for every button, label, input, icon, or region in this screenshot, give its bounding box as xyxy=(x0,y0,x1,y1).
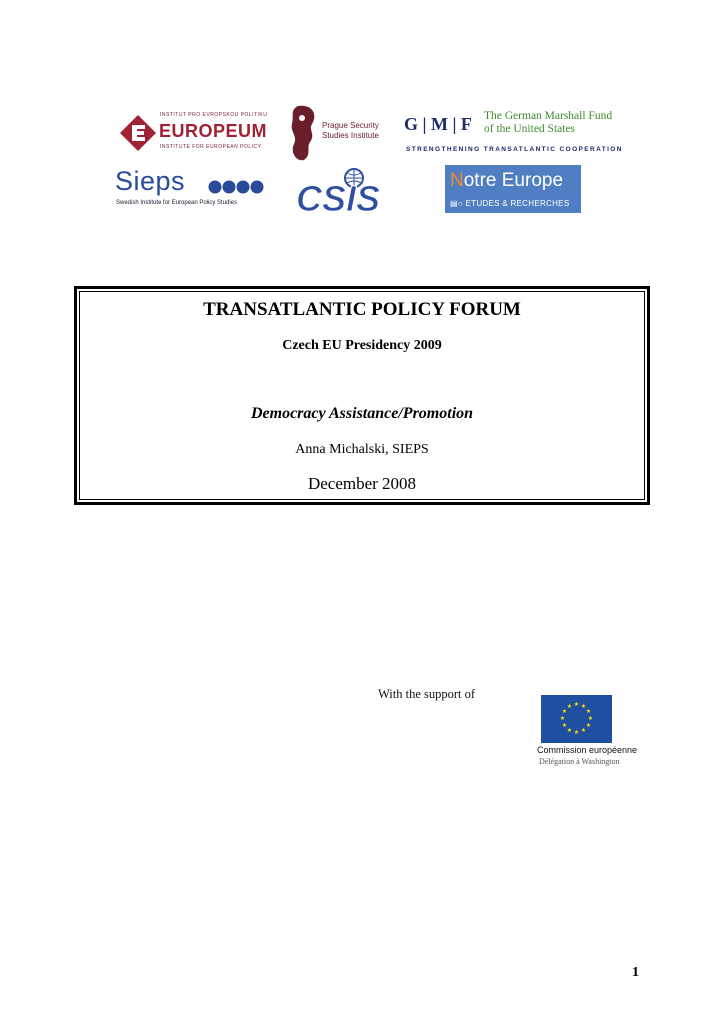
svg-text:★: ★ xyxy=(585,708,592,715)
svg-text:★: ★ xyxy=(566,727,573,734)
csis-name: CSIS xyxy=(295,178,381,215)
notre-europe-logo xyxy=(445,165,581,213)
svg-text:★: ★ xyxy=(573,729,580,736)
prague-emblem-icon xyxy=(288,104,320,162)
page-number: 1 xyxy=(632,965,639,980)
gmf-letters: G | M | F xyxy=(404,114,472,134)
svg-text:★: ★ xyxy=(587,715,594,722)
svg-text:★: ★ xyxy=(559,715,566,722)
svg-text:★: ★ xyxy=(573,701,580,708)
svg-text:★: ★ xyxy=(566,703,573,710)
commission-label: Commission européenne xyxy=(537,745,638,755)
svg-text:★: ★ xyxy=(561,722,568,729)
csis-globe-icon xyxy=(294,165,384,215)
support-label: With the support of xyxy=(378,687,476,701)
europeum-bottom-text: INSTITUTE FOR EUROPEAN POLICY xyxy=(160,144,262,150)
prague-line2: Studies Institute xyxy=(322,131,379,140)
europeum-name: EUROPEUM xyxy=(159,121,268,141)
publication-date: December 2008 xyxy=(307,474,417,493)
gmf-logo xyxy=(404,110,623,158)
author-line: Anna Michalski, SIEPS xyxy=(295,442,429,457)
presidency-subtitle: Czech EU Presidency 2009 xyxy=(282,338,442,353)
paper-title: Democracy Assistance/Promotion xyxy=(250,405,474,422)
svg-text:★: ★ xyxy=(585,722,592,729)
notre-europe-subtitle: ETUDES & RECHERCHES xyxy=(465,199,570,208)
svg-text:★: ★ xyxy=(561,708,568,715)
prague-security-logo xyxy=(288,104,398,162)
europeum-emblem-icon xyxy=(118,113,158,153)
europeum-logo xyxy=(118,111,268,153)
sieps-logo xyxy=(115,166,265,212)
gmf-name-line2: of the United States xyxy=(484,123,576,135)
sieps-name: Sieps xyxy=(115,166,186,196)
eu-flag-icon xyxy=(541,695,612,743)
sieps-dots-icon xyxy=(208,179,264,195)
sieps-subtitle: Swedish Institute for European Policy Studies xyxy=(116,200,238,206)
title-box xyxy=(74,286,650,505)
notre-europe-initial: N xyxy=(450,170,464,191)
prague-line1: Prague Security xyxy=(322,121,379,130)
csis-logo xyxy=(294,165,384,215)
europeum-top-text: INSTITUT PRO EVROPSKOU POLITIKU xyxy=(160,112,268,118)
gmf-name-line1: The German Marshall Fund xyxy=(484,110,613,122)
notre-europe-list-icon: ▤○ xyxy=(450,199,466,208)
gmf-tagline: STRENGTHENING TRANSATLANTIC COOPERATION xyxy=(406,146,623,153)
forum-title: TRANSATLANTIC POLICY FORUM xyxy=(203,299,521,320)
notre-europe-name: otre Europe xyxy=(463,170,564,191)
svg-text:★: ★ xyxy=(580,727,587,734)
delegation-label: Délégation à Washington xyxy=(539,757,620,766)
svg-text:★: ★ xyxy=(580,703,587,710)
